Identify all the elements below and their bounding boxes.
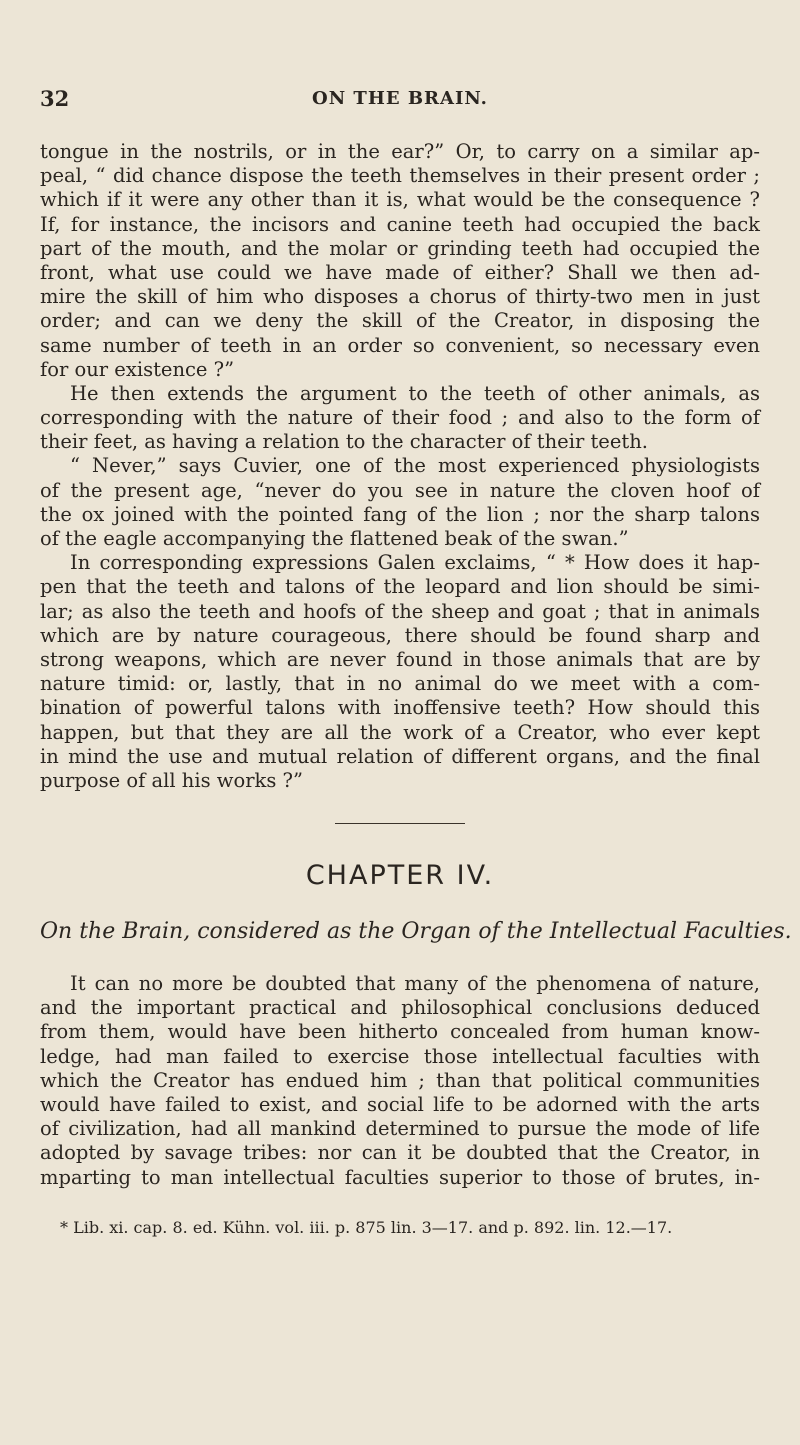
chapter-title: CHAPTER IV. [305, 860, 495, 892]
paragraph-5 [40, 972, 760, 1190]
paragraph-1 [40, 140, 760, 382]
text-line: It can no more be doubted that many of the phenomena of nature, [70, 972, 760, 996]
text-line: If, for instance, the incisors and canine teeth had occupied the back [40, 212, 760, 236]
text-line: order; and can we deny the skill of the Creator, in disposing the [40, 309, 760, 333]
chapter-subtitle: On the Brain, considered as the Organ of the Intellectual Faculties. [40, 919, 792, 945]
paragraph-3 [40, 454, 760, 551]
text-line: of the present age, “never do you see in nature the cloven hoof of [40, 478, 760, 502]
text-line: lar; as also the teeth and hoofs of the sheep and goat ; that in animals [40, 599, 760, 623]
text-line: mire the skill of him who disposes a chorus of thirty-two men in just [40, 285, 760, 309]
paragraph-2 [40, 382, 760, 455]
text-line: tongue in the nostrils, or in the ear?” Or, to carry on a similar ap- [40, 140, 760, 163]
text-line: of the eagle accompanying the flattened beak of the swan.” [40, 527, 629, 550]
text-line: would have failed to exist, and social life to be adorned with the arts [40, 1093, 760, 1116]
text-line: He then extends the argument to the teeth of other animals, as [70, 381, 760, 405]
text-line: which are by nature courageous, there should be found sharp and [40, 623, 760, 647]
paragraph-4 [40, 551, 760, 793]
text-line: of civilization, had all mankind determined to pursue the mode of life [40, 1117, 760, 1141]
running-head: ON THE BRAIN. [312, 88, 488, 109]
text-line: same number of teeth in an order so convenient, so necessary even [40, 333, 760, 357]
page-body [40, 140, 792, 1237]
text-line: corresponding with the nature of their food ; and also to the form of [40, 406, 760, 430]
text-line: pen that the teeth and talons of the leopard and lion should be simi- [40, 575, 760, 599]
text-line: the ox joined with the pointed fang of the lion ; nor the sharp talons [40, 502, 760, 526]
text-line: which the Creator has endued him ; than that political communities [40, 1068, 760, 1092]
text-line: their feet, as having a relation to the character of their teeth. [40, 430, 648, 454]
page-number: 32 [40, 86, 70, 111]
text-line: peal, “ did chance dispose the teeth themselves in their present order ; [40, 164, 760, 188]
text-line: part of the mouth, and the molar or grinding teeth had occupied the [40, 236, 760, 260]
text-line: ledge, had man failed to exercise those intellectual faculties with [40, 1044, 760, 1068]
text-line: “ Never,” says Cuvier, one of the most experienced physiologists [70, 454, 760, 478]
footnote: * Lib. xi. cap. 8. ed. Kühn. vol. iii. p. 875 lin. 3—17. and p. 892. lin. 12.—17. [60, 1217, 673, 1237]
text-line: in mind the use and mutual relation of different organs, and the final [40, 744, 760, 768]
text-line: bination of powerful talons with inoffensive teeth? How should this [40, 696, 760, 720]
text-line: from them, would have been hitherto concealed from human know- [40, 1020, 760, 1044]
text-line: strong weapons, which are never found in those animals that are by [40, 647, 760, 671]
section-divider [335, 823, 465, 824]
text-line: for our existence ?” [40, 357, 235, 381]
text-line: adopted by savage tribes: nor can it be doubted that the Creator, in [40, 1141, 760, 1165]
text-line: purpose of all his works ?” [40, 768, 303, 792]
text-line: In corresponding expressions Galen exclaims, “ * How does it hap- [70, 551, 760, 575]
text-line: which if it were any other than it is, what would be the consequence ? [40, 188, 760, 212]
text-line: mparting to man intellectual faculties superior to those of brutes, in- [40, 1165, 760, 1189]
text-line: front, what use could we have made of either? Shall we then ad- [40, 260, 760, 284]
page-header [40, 86, 760, 116]
text-line: happen, but that they are all the work of a Creator, who ever kept [40, 720, 760, 744]
text-line: nature timid: or, lastly, that in no animal do we meet with a com- [40, 672, 760, 696]
text-line: and the important practical and philosophical conclusions deduced [40, 996, 760, 1020]
